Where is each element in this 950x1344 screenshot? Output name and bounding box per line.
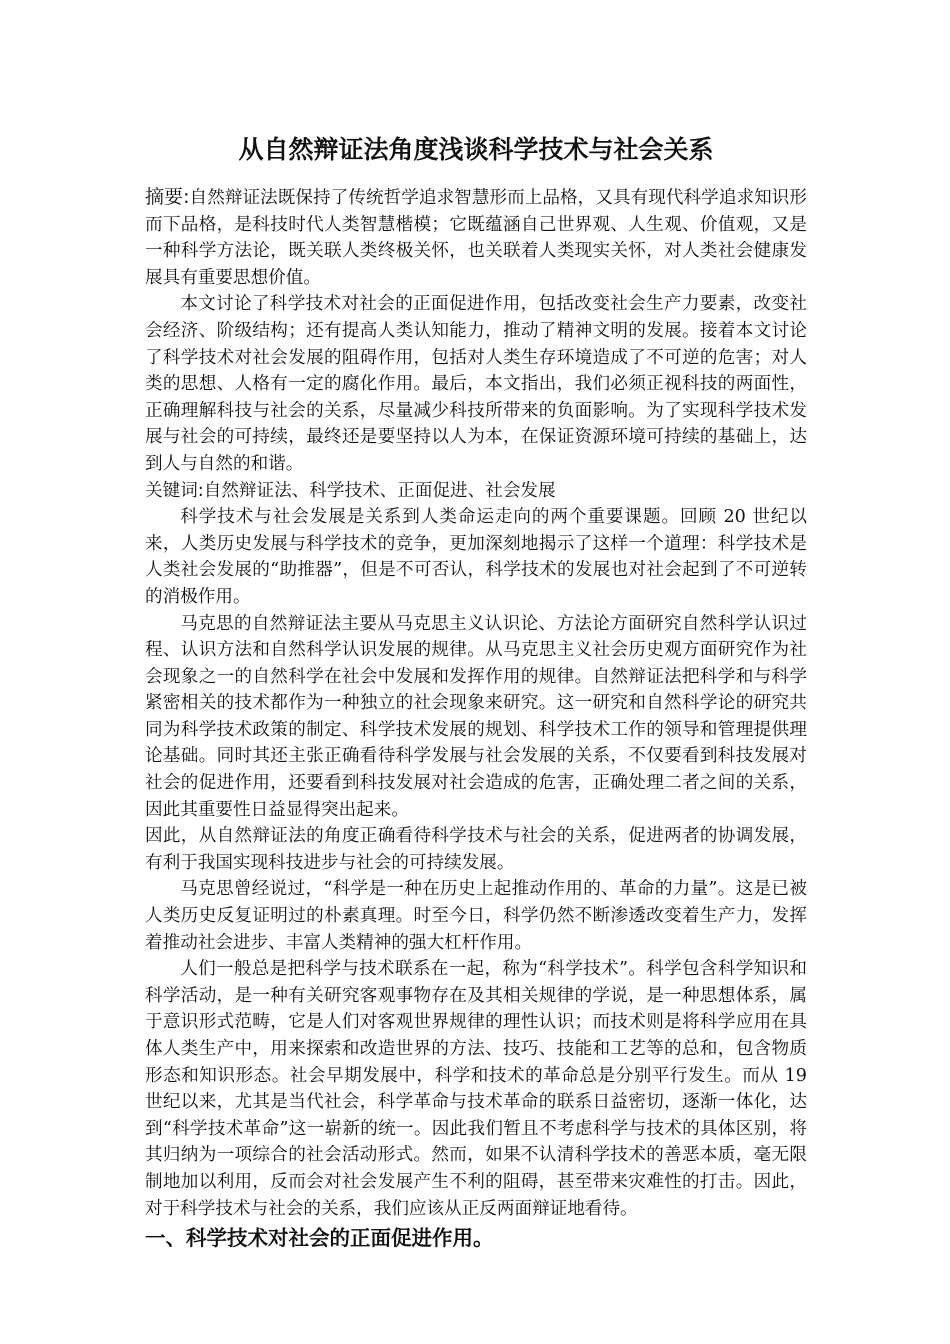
body-paragraph-5: 人们一般总是把科学与技术联系在一起，称为“科学技术”。科学包含科学知识和科学活动，是一种有关研究客观事物存在及其相关规律的学说，是一种思想体系，属于意识形式范畴，它是人们对客观世界规律的理性认识；而技术则是将科学应用在具体人类生产中，用来探索和改造世界的方法、技巧、技能和工艺等的总和，包含物质形态和知识形态。社会早期发展中，科学和技术的革命总是分别平行发生。而从 19 世纪以来，尤其是当代社会，科学革命与技术革命的联系日益密切，逐渐一体化，达到“科学技术革命”这一崭新的统一。因此我们暂且不考虑科学与技术的具体区别，将其归纳为一项综合的社会活动形式。然而，如果不认清科学技术的善恶本质，毫无限制地加以利用，反而会对社会发展产生不利的阻碍，甚至带来灾难性的打击。因此，对于科学技术与社会的关系，我们应该从正反两面辩证地看待。 (145, 959, 807, 1219)
document-page (145, 130, 807, 1254)
body-paragraph-3: 因此，从自然辩证法的角度正确看待科学技术与社会的关系，促进两者的协调发展，有利于我国实现科技进步与社会的可持续发展。 (145, 826, 807, 873)
abstract-label: 摘要: (145, 186, 190, 208)
abstract-paragraph (145, 184, 807, 291)
keywords-label: 关键词: (145, 480, 204, 501)
section-heading-1: 一、科学技术对社会的正面促进作用。 (145, 1226, 494, 1251)
body-paragraph-4: 马克思曾经说过，“科学是一种在历史上起推动作用的、革命的力量”。这是已被人类历史反复证明过的朴素真理。时至今日，科学仍然不断渗透改变着生产力，发挥着推动社会进步、丰富人类精神的强大杠杆作用。 (145, 879, 807, 953)
body-paragraph-2: 马克思的自然辩证法主要从马克思主义认识论、方法论方面研究自然科学认识过程、认识方法和自然科学认识发展的规律。从马克思主义社会历史观方面研究作为社会现象之一的自然科学在社会中发展和发挥作用的规律。自然辩证法把科学和与科学紧密相关的技术都作为一种独立的社会现象来研究。这一研究和自然科学论的研究共同为科学技术政策的制定、科学技术发展的规划、科学技术工作的领导和管理提供理论基础。同时其还主张正确看待科学发展与社会发展的关系，不仅要看到科技发展对社会的促进作用，还要看到科技发展对社会造成的危害，正确处理二者之间的关系，因此其重要性日益显得突出起来。 (145, 613, 807, 820)
abstract-text: 自然辩证法既保持了传统哲学追求智慧形而上品格，又具有现代科学追求知识形而下品格，是科技时代人类智慧楷模；它既蕴涵自己世界观、人生观、价值观，又是一种科学方法论，既关联人类终极关怀，也关联着人类现实关怀，对人类社会健康发展具有重要思想价值。 (145, 188, 807, 288)
document-title: 从自然辩证法角度浅谈科学技术与社会关系 (238, 135, 714, 164)
abstract-paragraph-2: 本文讨论了科学技术对社会的正面促进作用，包括改变社会生产力要素，改变社会经济、阶级结构；还有提高人类认知能力，推动了精神文明的发展。接着本文讨论了科学技术对社会发展的阻碍作用，包括对人类生存环境造成了不可逆的危害；对人类的思想、人格有一定的腐化作用。最后，本文指出，我们必须正视科技的两面性，正确理解科技与社会的关系，尽量减少科技所带来的负面影响。为了实现科学技术发展与社会的可持续，最终还是要坚持以人为本，在保证资源环境可持续的基础上，达到人与自然的和谐。 (145, 294, 807, 474)
keywords-line (145, 478, 807, 505)
keywords-text: 自然辩证法、科学技术、正面促进、社会发展 (203, 480, 556, 501)
body-paragraph-1: 科学技术与社会发展是关系到人类命运走向的两个重要课题。回顾 20 世纪以来，人类历史发展与科学技术的竞争，更加深刻地揭示了这样一个道理：科学技术是人类社会发展的“助推器”，但是不可否认，科学技术的发展也对社会起到了不可逆转的消极作用。 (145, 507, 807, 607)
